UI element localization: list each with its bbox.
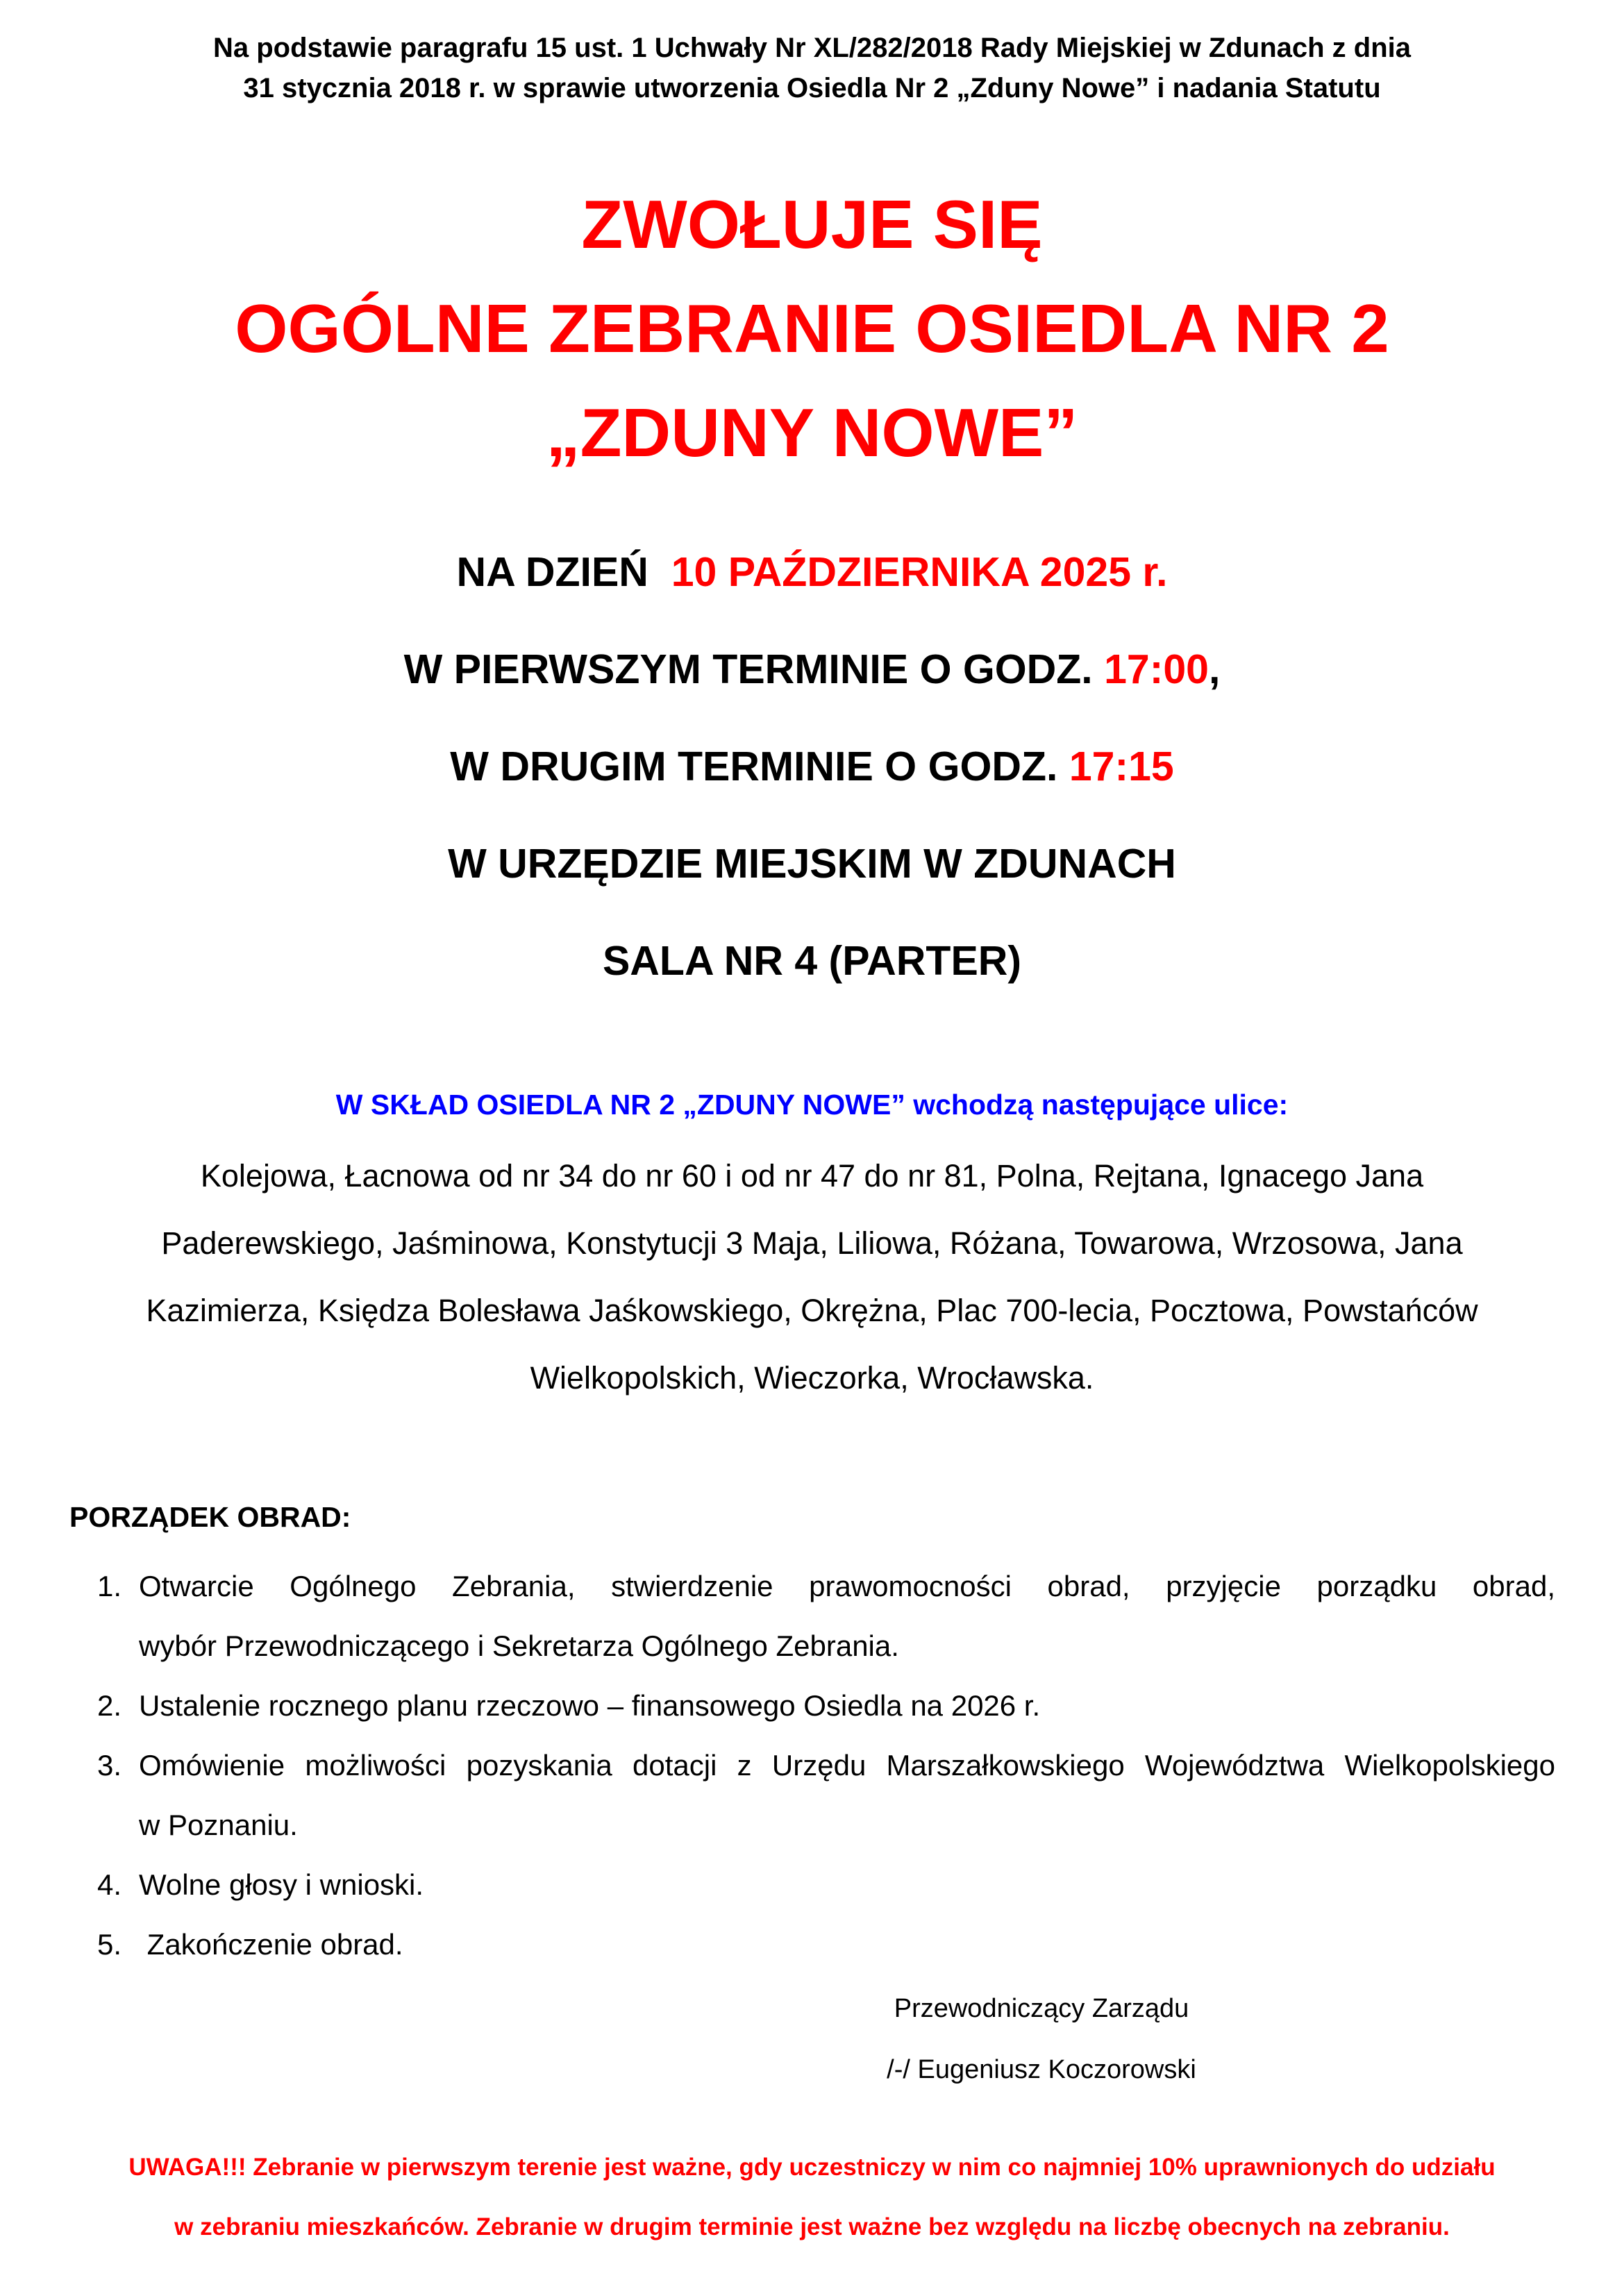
- streets-line-4: Wielkopolskich, Wieczorka, Wrocławska.: [530, 1360, 1094, 1396]
- signature-role: Przewodniczący Zarządu: [894, 1994, 1189, 2023]
- agenda-item-number: 5.: [97, 1928, 122, 1961]
- second-term-time: 17:15: [1069, 744, 1174, 789]
- streets-title: W SKŁAD OSIEDLA NR 2 „ZDUNY NOWE” wchodzą następujące ulice:: [335, 1089, 1289, 1121]
- streets-line-2: Paderewskiego, Jaśminowa, Konstytucji 3 Maja, Liliowa, Różana, Towarowa, Wrzosowa, Jana: [161, 1225, 1463, 1261]
- preamble-line-2: 31 stycznia 2018 r. w sprawie utworzenia Osiedla Nr 2 „Zduny Nowe” i nadania Statutu: [243, 73, 1381, 103]
- agenda-item-number: 1.: [97, 1570, 122, 1602]
- agenda-item-text: Omówienie możliwości pozyskania dotacji z Urzędu Marszałkowskiego Województwa Wielkopolskiego: [139, 1749, 1555, 1782]
- first-term-suffix: ,: [1209, 646, 1221, 692]
- agenda-item-4: [97, 1855, 1555, 1915]
- agenda-item-2: [97, 1676, 1555, 1736]
- second-term: [0, 743, 1624, 790]
- heading-line-1: ZWOŁUJE SIĘ: [581, 186, 1043, 262]
- agenda-title: PORZĄDEK OBRAD:: [69, 1501, 351, 1533]
- meeting-room: SALA NR 4 (PARTER): [602, 938, 1022, 984]
- agenda-item-text: Ustalenie rocznego planu rzeczowo – finansowego Osiedla na 2026 r.: [139, 1689, 1041, 1722]
- date-value: 10 PAŹDZIERNIKA 2025 r.: [671, 549, 1168, 595]
- main-heading: [0, 172, 1624, 485]
- agenda-item-text: Wolne głosy i wnioski.: [139, 1868, 424, 1901]
- agenda-item-text-cont: wybór Przewodniczącego i Sekretarza Ogólnego Zebrania.: [139, 1629, 899, 1662]
- first-term-prefix: W PIERWSZYM TERMINIE O GODZ.: [403, 646, 1093, 692]
- agenda-item-5: [97, 1915, 1555, 1975]
- preamble-line-1: Na podstawie paragrafu 15 ust. 1 Uchwały Nr XL/282/2018 Rady Miejskiej w Zdunach z dnia: [212, 33, 1412, 63]
- meeting-date: [0, 548, 1624, 596]
- agenda-item-number: 4.: [97, 1868, 122, 1901]
- agenda-item-number: 2.: [97, 1689, 122, 1722]
- heading-line-3: „ZDUNY NOWE”: [546, 394, 1078, 471]
- agenda-item-text: Otwarcie Ogólnego Zebrania, stwierdzenie prawomocności obrad, przyjęcie porządku obrad,: [139, 1570, 1555, 1602]
- agenda-item-number: 3.: [97, 1749, 122, 1782]
- date-prefix: NA DZIEŃ: [456, 549, 648, 595]
- streets-line-3: Kazimierza, Księdza Bolesława Jaśkowskiego, Okrężna, Plac 700-lecia, Pocztowa, Powstańców: [146, 1293, 1478, 1328]
- first-term: [0, 646, 1624, 693]
- agenda-item-text: Zakończenie obrad.: [139, 1928, 403, 1961]
- streets-line-1: Kolejowa, Łacnowa od nr 34 do nr 60 i od nr 47 do nr 81, Polna, Rejtana, Ignacego Jana: [200, 1158, 1424, 1193]
- agenda-item-1: [97, 1557, 1555, 1676]
- agenda-item-3: [97, 1736, 1555, 1855]
- first-term-time: 17:00: [1104, 646, 1209, 692]
- heading-line-2: OGÓLNE ZEBRANIE OSIEDLA NR 2: [235, 290, 1389, 367]
- second-term-prefix: W DRUGIM TERMINIE O GODZ.: [450, 744, 1058, 789]
- streets-list: [0, 1142, 1624, 1411]
- signature-name: /-/ Eugeniusz Koczorowski: [887, 2055, 1196, 2084]
- note-line-2: w zebraniu mieszkańców. Zebranie w drugim terminie jest ważne bez względu na liczbę obecnych na zebraniu.: [174, 2213, 1450, 2240]
- meeting-place: W URZĘDZIE MIEJSKIM W ZDUNACH: [448, 841, 1176, 887]
- note-line-1: UWAGA!!! Zebranie w pierwszym terenie jest ważne, gdy uczestniczy w nim co najmniej 10% uprawnionych do udziału: [128, 2154, 1496, 2181]
- agenda-item-text-cont: w Poznaniu.: [139, 1809, 298, 1841]
- preamble: [0, 28, 1624, 108]
